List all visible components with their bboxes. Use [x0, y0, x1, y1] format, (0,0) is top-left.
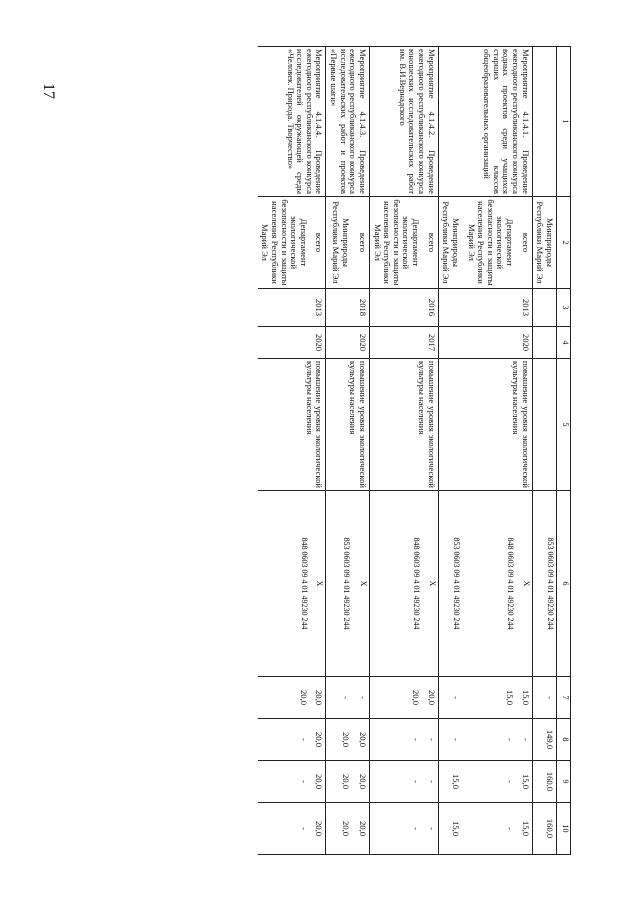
value-col10: 15,0: [518, 803, 532, 855]
result-cell: повышение уровня экологической культуры населения: [438, 359, 532, 491]
value-col9: -: [370, 761, 425, 803]
column-number: 9: [557, 761, 571, 803]
measure-cell: Мероприятие 4.1.4.3. Проведение ежегодного республиканского конкурса исследовательских работ и проектов «Первые шаги»: [326, 47, 370, 197]
value-col10: -: [464, 803, 518, 855]
budget-code-cell: 853 0603 09 4 01 49230 244: [532, 491, 556, 677]
table-row: [424, 47, 438, 855]
column-number: 2: [557, 197, 571, 289]
result-cell: повышение уровня экологической культуры населения: [326, 359, 370, 491]
result-cell: [532, 359, 556, 491]
program-table: [258, 46, 571, 855]
value-col9: 15,0: [438, 761, 464, 803]
budget-code-cell: X: [518, 491, 532, 677]
value-col9: 160,0: [532, 761, 556, 803]
value-col10: -: [370, 803, 425, 855]
value-col10: 20,0: [354, 803, 369, 855]
start-year-cell: [532, 289, 556, 327]
value-col7: 15,0: [464, 677, 518, 719]
value-col8: -: [518, 719, 532, 761]
start-year-cell: 2018: [326, 289, 370, 327]
value-col9: 15,0: [518, 761, 532, 803]
value-col8: 149,0: [532, 719, 556, 761]
start-year-cell: 2013: [438, 289, 532, 327]
value-col10: 20,0: [312, 803, 326, 855]
measure-cell: Мероприятие 4.1.4.4. Проведение ежегодного республиканского конкурса исследователей окружающей среды «Человек. Природа. Творчество»: [258, 47, 326, 197]
executor-cell: Департамент экологической безопасности и защиты населения Республики Марий Эл: [464, 197, 518, 289]
budget-code-cell: X: [424, 491, 438, 677]
table-row: [354, 47, 369, 855]
column-number: 10: [557, 803, 571, 855]
budget-code-cell: 848 0603 09 4 01 49230 244: [464, 491, 518, 677]
value-col9: -: [258, 761, 312, 803]
executor-cell: всего: [424, 197, 438, 289]
column-number-row: [557, 47, 571, 855]
column-number: 6: [557, 491, 571, 677]
budget-code-cell: X: [312, 491, 326, 677]
budget-code-cell: X: [354, 491, 369, 677]
value-col10: -: [258, 803, 312, 855]
table-wrapper: [116, 46, 571, 854]
value-col10: 160,0: [532, 803, 556, 855]
value-col9: 20,0: [354, 761, 369, 803]
value-col7: 20,0: [424, 677, 438, 719]
executor-cell: Минприроды Республики Марий Эл: [326, 197, 354, 289]
result-cell: повышение уровня экологической культуры населения: [258, 359, 326, 491]
executor-cell: Минприроды Республики Марий Эл: [532, 197, 556, 289]
value-col9: 20,0: [326, 761, 354, 803]
table-row: [312, 47, 326, 855]
value-col9: -: [424, 761, 438, 803]
executor-cell: всего: [312, 197, 326, 289]
column-number: 1: [557, 47, 571, 197]
column-number: 4: [557, 327, 571, 359]
value-col7: -: [326, 677, 354, 719]
measure-cell: Мероприятие 4.1.4.2. Проведение ежегодного республиканского конкурса юношеских исследовательских работ им. В.И.Вернадского: [370, 47, 439, 197]
value-col7: 20,0: [370, 677, 425, 719]
end-year-cell: 2020: [438, 327, 532, 359]
executor-cell: Департамент экологической безопасности и защиты населения Республики Марий Эл: [370, 197, 425, 289]
value-col7: 15,0: [518, 677, 532, 719]
measure-cell: Мероприятие 4.1.4.1. Проведение ежегодного республиканского конкурса водных проектов среди учащихся старших классов общеобразовательных организаций: [438, 47, 532, 197]
column-number: 7: [557, 677, 571, 719]
value-col8: 20,0: [326, 719, 354, 761]
value-col8: 20,0: [312, 719, 326, 761]
start-year-cell: 2016: [370, 289, 439, 327]
result-cell: повышение уровня экологической культуры населения: [370, 359, 439, 491]
rotated-table-frame: [116, 46, 571, 854]
column-number: 3: [557, 289, 571, 327]
value-col7: 20,0: [312, 677, 326, 719]
value-col8: -: [258, 719, 312, 761]
value-col7: -: [532, 677, 556, 719]
executor-cell: всего: [518, 197, 532, 289]
value-col8: -: [370, 719, 425, 761]
value-col10: 15,0: [438, 803, 464, 855]
start-year-cell: 2013: [258, 289, 326, 327]
value-col8: -: [438, 719, 464, 761]
value-col7: -: [438, 677, 464, 719]
end-year-cell: [532, 327, 556, 359]
table-row: [518, 47, 532, 855]
executor-cell: всего: [354, 197, 369, 289]
column-number: 8: [557, 719, 571, 761]
executor-cell: Минприроды Республики Марий Эл: [438, 197, 464, 289]
end-year-cell: 2020: [258, 327, 326, 359]
column-number: 5: [557, 359, 571, 491]
value-col7: -: [354, 677, 369, 719]
budget-code-cell: 853 0603 09 4 01 49230 244: [438, 491, 464, 677]
value-col9: -: [464, 761, 518, 803]
value-col10: 20,0: [326, 803, 354, 855]
budget-code-cell: 848 0603 09 4 01 49230 244: [370, 491, 425, 677]
end-year-cell: 2020: [326, 327, 370, 359]
measure-cell: [532, 47, 556, 197]
page-number: 17: [40, 83, 57, 99]
executor-cell: Департамент экологической безопасности и защиты населения Республики Марий Эл: [258, 197, 312, 289]
value-col8: 20,0: [354, 719, 369, 761]
value-col8: -: [464, 719, 518, 761]
value-col9: 20,0: [312, 761, 326, 803]
value-col8: -: [424, 719, 438, 761]
value-col10: -: [424, 803, 438, 855]
end-year-cell: 2017: [370, 327, 439, 359]
table-row: [532, 47, 556, 855]
budget-code-cell: 848 0603 09 4 01 49230 244: [258, 491, 312, 677]
value-col7: 20,0: [258, 677, 312, 719]
budget-code-cell: 853 0603 09 4 01 49230 244: [326, 491, 354, 677]
